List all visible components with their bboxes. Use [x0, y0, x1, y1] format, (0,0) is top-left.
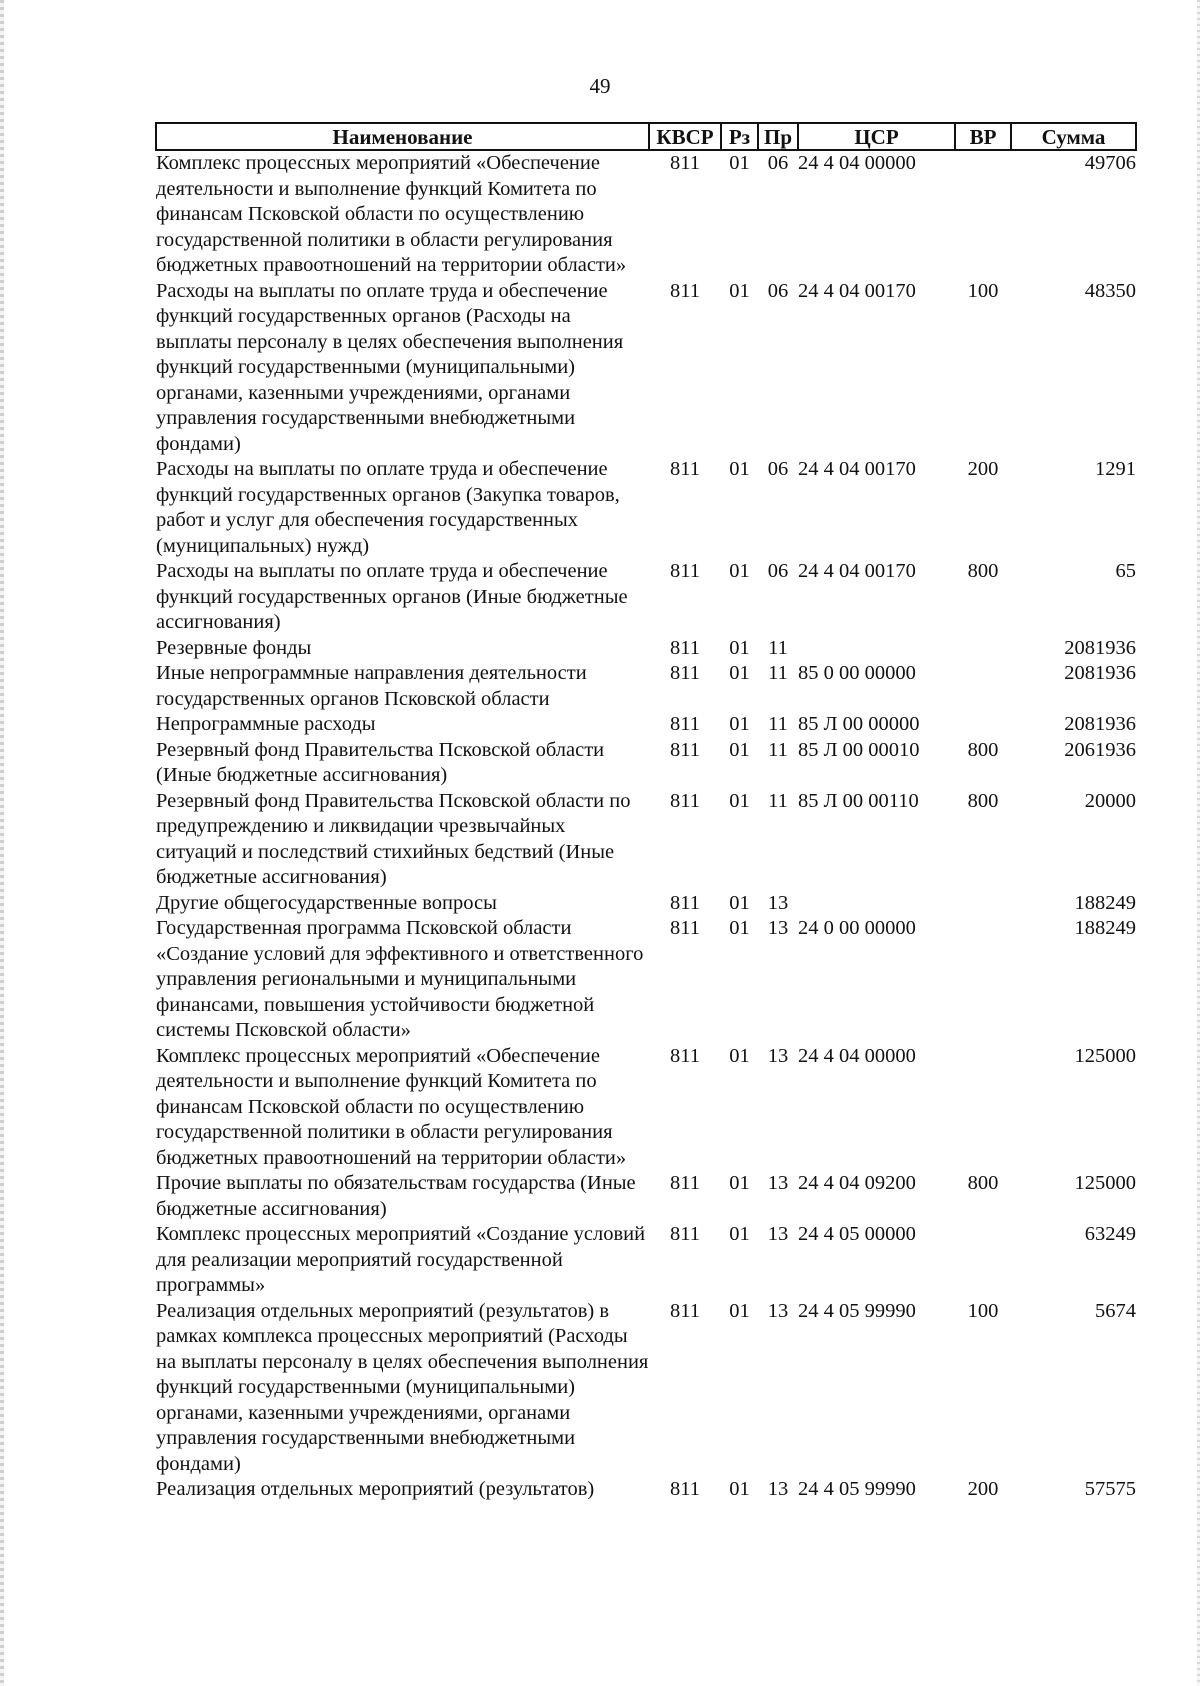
cell-pr: 06 [767, 560, 789, 582]
cell-sum: 65 [1115, 560, 1136, 582]
cell-name: Непрограммные расходы [156, 713, 376, 735]
cell-pr: 13 [767, 1223, 789, 1245]
cell-name: Расходы на выплаты по оплате труда и обеспечение функций государственных органов (Иные бюджетные ассигнования) [156, 560, 628, 633]
cell-kvsr: 811 [670, 891, 700, 914]
header-name: Наименование [156, 123, 649, 150]
cell-pr: 06 [767, 458, 789, 480]
table-row [156, 457, 1136, 559]
cell-rz: 01 [729, 636, 750, 659]
cell-vr: 800 [967, 789, 999, 812]
table-row [156, 1299, 1136, 1478]
cell-csr: 24 4 04 00170 [798, 458, 916, 480]
cell-sum: 49706 [1084, 152, 1136, 174]
cell-kvsr: 811 [670, 1299, 700, 1322]
header-vr: ВР [955, 123, 1011, 150]
cell-kvsr: 811 [670, 789, 700, 812]
cell-rz: 01 [729, 560, 750, 582]
cell-sum: 20000 [1084, 789, 1136, 812]
header-pr: Пр [758, 123, 798, 150]
table-row [156, 279, 1136, 458]
cell-rz: 01 [729, 662, 750, 684]
cell-name: Прочие выплаты по обязательствам государства (Иные бюджетные ассигнования) [156, 1172, 636, 1220]
cell-pr: 13 [767, 1044, 789, 1067]
cell-csr: 24 4 04 09200 [798, 1172, 916, 1194]
header-rz: Рз [721, 123, 758, 150]
cell-csr: 85 Л 00 00110 [798, 789, 919, 812]
header-kvsr: КВСР [649, 123, 721, 150]
cell-vr [955, 1222, 1011, 1299]
table-row [156, 891, 1136, 917]
cell-vr [955, 1044, 1011, 1172]
cell-rz: 01 [729, 738, 750, 761]
cell-sum: 188249 [1074, 891, 1136, 914]
cell-kvsr: 811 [670, 152, 700, 174]
table-row [156, 738, 1136, 789]
cell-kvsr: 811 [670, 279, 700, 302]
cell-pr: 13 [767, 1299, 789, 1322]
table-row [156, 661, 1136, 712]
cell-vr [955, 661, 1011, 712]
header-csr: ЦСР [798, 123, 955, 150]
cell-csr: 24 4 04 00000 [798, 152, 916, 174]
cell-kvsr: 811 [670, 560, 700, 582]
cell-name: Реализация отдельных мероприятий (результатов) в рамках комплекса процессных мероприятий (Расходы на выплаты персоналу в целях обеспечения выполнения функций государственными (муниципальными) органами, казенными учреждениями, органами управления государственными внебюджетными фондами) [156, 1299, 649, 1475]
cell-name: Государственная программа Псковской области «Создание условий для эффективного и ответственного управления региональными и муниципальными финансами, повышения устойчивости бюджетной системы Псковской области» [156, 917, 644, 1041]
table-header-row [156, 123, 1136, 150]
cell-name: Резервный фонд Правительства Псковской области (Иные бюджетные ассигнования) [156, 738, 605, 786]
cell-vr [955, 712, 1011, 738]
cell-pr: 13 [767, 1478, 789, 1500]
cell-csr: 24 4 05 99990 [798, 1299, 916, 1322]
cell-name: Другие общегосударственные вопросы [156, 891, 497, 914]
cell-sum: 63249 [1084, 1223, 1136, 1245]
cell-sum: 1291 [1095, 458, 1136, 480]
cell-pr: 06 [767, 152, 789, 174]
cell-rz: 01 [729, 152, 750, 174]
scan-left-edge [0, 0, 4, 1686]
table-row [156, 1222, 1136, 1299]
cell-csr: 85 0 00 00000 [798, 662, 916, 684]
cell-vr: 800 [967, 1172, 999, 1194]
cell-sum: 2081936 [1064, 713, 1136, 735]
table-row [156, 559, 1136, 636]
cell-vr: 800 [967, 738, 999, 761]
cell-sum: 125000 [1074, 1172, 1136, 1194]
budget-table [155, 122, 1137, 1503]
cell-rz: 01 [729, 1223, 750, 1245]
cell-vr: 800 [967, 560, 999, 582]
cell-pr: 11 [768, 738, 788, 761]
cell-csr: 24 0 00 00000 [798, 917, 916, 939]
cell-rz: 01 [729, 458, 750, 480]
cell-sum: 5674 [1095, 1299, 1136, 1322]
cell-name: Иные непрограммные направления деятельности государственных органов Псковской области [156, 662, 587, 710]
cell-vr: 100 [967, 279, 999, 302]
cell-csr [798, 636, 955, 662]
cell-sum: 2081936 [1064, 662, 1136, 684]
cell-vr: 200 [967, 1478, 999, 1500]
cell-csr: 24 4 05 99990 [798, 1478, 916, 1500]
cell-vr: 200 [967, 458, 999, 480]
cell-vr [955, 891, 1011, 917]
table-row [156, 712, 1136, 738]
cell-pr: 13 [767, 1172, 789, 1194]
cell-vr [955, 150, 1011, 279]
cell-pr: 13 [767, 891, 789, 914]
page-number: 49 [589, 74, 611, 98]
table-row [156, 150, 1136, 279]
cell-pr: 11 [768, 789, 788, 812]
cell-name: Расходы на выплаты по оплате труда и обеспечение функций государственных органов (Расходы на выплаты персоналу в целях обеспечения выполнения функций государственными (муниципальными) органами, казенными учреждениями, органами управления государственными внебюджетными фондами) [156, 279, 624, 455]
cell-pr: 06 [767, 279, 789, 302]
table-row [156, 636, 1136, 662]
cell-rz: 01 [729, 917, 750, 939]
table-row [156, 916, 1136, 1044]
table-body [156, 150, 1136, 1503]
cell-name: Комплекс процессных мероприятий «Обеспечение деятельности и выполнение функций Комитета по финансам Псковской области по осуществлению государственной политики в области регулирования бюджетных правоотношений на территории области» [156, 152, 627, 276]
cell-sum: 2081936 [1064, 636, 1136, 659]
cell-rz: 01 [729, 1172, 750, 1194]
cell-vr [955, 636, 1011, 662]
cell-name: Комплекс процессных мероприятий «Обеспечение деятельности и выполнение функций Комитета по финансам Псковской области по осуществлению государственной политики в области регулирования бюджетных правоотношений на территории области» [156, 1044, 627, 1169]
cell-sum: 188249 [1074, 917, 1136, 939]
cell-kvsr: 811 [670, 1223, 700, 1245]
cell-csr [798, 891, 955, 917]
cell-sum: 125000 [1074, 1044, 1136, 1067]
table-row [156, 1477, 1136, 1503]
table-row [156, 1044, 1136, 1172]
cell-csr: 24 4 04 00170 [798, 279, 916, 302]
cell-rz: 01 [729, 1478, 750, 1500]
cell-kvsr: 811 [670, 713, 700, 735]
cell-vr [955, 916, 1011, 1044]
cell-csr: 24 4 04 00170 [798, 560, 916, 582]
cell-pr: 11 [768, 636, 788, 659]
cell-csr: 85 Л 00 00000 [798, 713, 920, 735]
cell-name: Резервный фонд Правительства Псковской области по предупреждению и ликвидации чрезвычайных ситуаций и последствий стихийных бедствий (Иные бюджетные ассигнования) [156, 789, 631, 888]
cell-kvsr: 811 [670, 636, 700, 659]
cell-rz: 01 [729, 1299, 750, 1322]
cell-csr: 24 4 04 00000 [798, 1044, 916, 1067]
cell-name: Резервные фонды [156, 636, 312, 659]
cell-kvsr: 811 [670, 1172, 700, 1194]
cell-name: Комплекс процессных мероприятий «Создание условий для реализации мероприятий государственной программы» [156, 1223, 646, 1296]
cell-csr: 24 4 05 00000 [798, 1223, 916, 1245]
cell-kvsr: 811 [670, 738, 700, 761]
cell-vr: 100 [967, 1299, 999, 1322]
cell-sum: 57575 [1084, 1478, 1136, 1500]
cell-kvsr: 811 [670, 917, 700, 939]
header-sum: Сумма [1011, 123, 1136, 150]
cell-sum: 48350 [1084, 279, 1136, 302]
cell-csr: 85 Л 00 00010 [798, 738, 920, 761]
cell-kvsr: 811 [670, 458, 700, 480]
cell-rz: 01 [729, 279, 750, 302]
cell-kvsr: 811 [670, 1044, 700, 1067]
table-row [156, 1171, 1136, 1222]
cell-pr: 11 [768, 713, 788, 735]
cell-name: Реализация отдельных мероприятий (результатов) [156, 1478, 595, 1500]
cell-sum: 2061936 [1064, 738, 1136, 761]
cell-rz: 01 [729, 891, 750, 914]
cell-rz: 01 [729, 713, 750, 735]
cell-kvsr: 811 [670, 662, 700, 684]
table-row [156, 789, 1136, 891]
cell-name: Расходы на выплаты по оплате труда и обеспечение функций государственных органов (Закупка товаров, работ и услуг для обеспечения государственных (муниципальных) нужд) [156, 458, 620, 557]
cell-pr: 11 [768, 662, 788, 684]
cell-rz: 01 [729, 789, 750, 812]
cell-kvsr: 811 [670, 1478, 700, 1500]
cell-rz: 01 [729, 1044, 750, 1067]
cell-pr: 13 [767, 917, 789, 939]
